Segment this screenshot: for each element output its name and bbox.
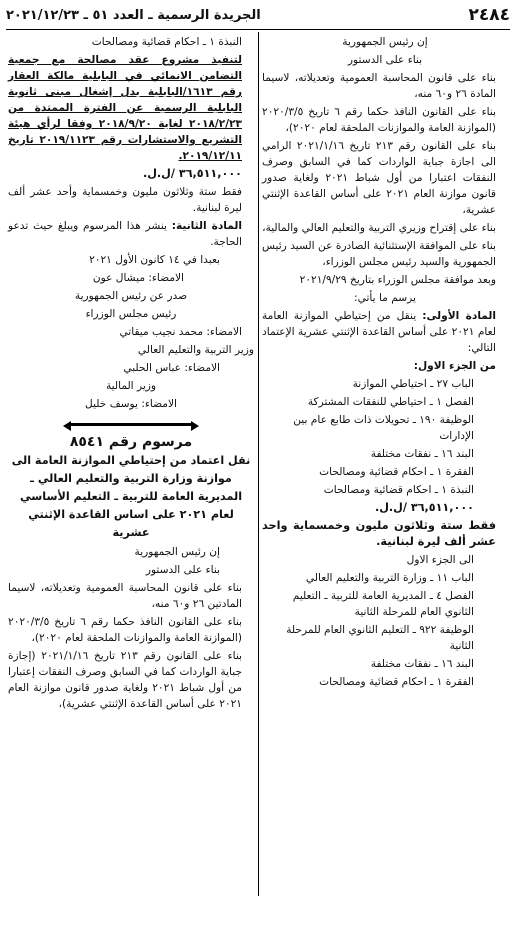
column-divider <box>258 32 259 896</box>
from-part-heading: من الجزء الاول: <box>413 360 496 372</box>
amount: ٣٦,٥١١,٠٠٠ /ل.ل. <box>142 167 242 180</box>
signature: الامضاء: محمد نجيب ميقاتي <box>119 326 242 338</box>
decree-separator <box>8 418 254 430</box>
budget-line: الوظيفة ٩٢٢ ـ التعليم الثانوي العام للمرحلة الثانية <box>286 624 474 652</box>
left-column <box>8 34 254 714</box>
article-2 <box>8 218 254 250</box>
header-rule <box>6 29 510 30</box>
article-1 <box>262 308 508 356</box>
article-1-text: ينقل من إحتياطي الموازنة العامة لعام ٢٠٢١ على أساس القاعدة الإثنتي عشرية الإعتماد التالي: <box>262 310 496 354</box>
paragraph: بناء على إقتراح وزيري التربية والتعليم العالي والمالية، <box>262 222 496 234</box>
article-1-label: المادة الأولى: <box>422 310 497 322</box>
paragraph: بناء على الموافقة الإستثنائية الصادرة عن السيد رئيس الجمهورية والسيد رئيس مجلس الوزراء، <box>262 240 496 268</box>
pm-title: رئيس مجلس الوزراء <box>85 308 177 320</box>
paragraph: بناء على قانون المحاسبة العمومية وتعديلاته، لاسيما المادة ٢٦ و٦٠ منه، <box>262 72 496 100</box>
paragraph: بناء على القانون رقم ٢١٣ تاريخ ٢٠٢١/١/١٦ (إجازة جباية الواردات كما في السابق وصرف النفقات إعتبارا من أول شباط ٢٠٢١ ولغاية صدور قانون موازنة العام ٢٠٢١ على أساس القاعدة الإثنتي عشرية)، <box>8 650 242 710</box>
signature: الامضاء: ميشال عون <box>92 272 184 284</box>
budget-line: الباب ١١ ـ وزارة التربية والتعليم العالي <box>305 572 474 584</box>
to-part-heading: الى الجزء الاول <box>406 554 474 566</box>
page-number: ٢٤٨٤ <box>468 5 510 25</box>
amount-words: فقط ستة وثلاثون مليون وخمسماية واحد عشر ألف ليرة لبنانية. <box>262 519 496 548</box>
page-header <box>6 4 510 26</box>
paragraph: بناء على القانون النافذ حكما رقم ٦ تاريخ ٢٠٢٠/٣/٥ (الموازنة العامة والموازنات الملحقة لعام ٢٠٢٠)، <box>262 106 496 134</box>
signing-date: بعبدا في ١٤ كانون الأول ٢٠٢١ <box>89 254 220 266</box>
paragraph: بناء على قانون المحاسبة العمومية وتعديلاته، لاسيما المادتين ٢٦ و٦٠ منه، <box>8 582 242 610</box>
journal-title: الجريدة الرسمية ـ العدد ٥١ ـ ٢٠٢١/١٢/٢٣ <box>6 7 261 23</box>
minister-title: وزير المالية <box>105 380 157 392</box>
text-line: يرسم ما يأتي: <box>354 292 416 304</box>
decree-title: مرسوم رقم ٨٥٤١ <box>69 434 193 450</box>
issuer-line: صدر عن رئيس الجمهورية <box>74 290 188 302</box>
budget-line: الفصل ١ ـ احتياطي للنفقات المشتركة <box>307 396 474 408</box>
budget-line: النبذة ١ ـ احكام قضائية ومصالحات <box>323 484 474 496</box>
purpose-paragraph: لتنفيذ مشروع عقد مصالحة مع جمعية التضامن الانمائي في البابلية مالكة العقار رقم ١٦١٣/البابلية بدل إشغال مبنى ثانوية البابلية الرسمية عن الفترة الممتدة من ٢٠١٨/٢/٢٣ لغاية ٢٠١٨/٩/٢٠ وفقا لرأي هيئة التشريع والاستشارات رقم ٢٠١٩/١١٢٣ تاريخ ٢٠١٩/١٢/١١. <box>8 54 243 162</box>
budget-line: البند ١٦ ـ نفقات مختلفة <box>370 448 474 460</box>
text-line: إن رئيس الجمهورية <box>134 546 220 558</box>
amount: ٣٦,٥١١,٠٠٠ /ل.ل. <box>374 501 474 514</box>
signature: الامضاء: يوسف خليل <box>85 398 177 410</box>
budget-line: الفصل ٤ ـ المديرية العامة للتربية ـ التعليم الثانوي العام للمرحلة الثانية <box>292 590 474 618</box>
budget-line: البند ١٦ ـ نفقات مختلفة <box>370 658 474 670</box>
article-2-label: المادة الثانية: <box>171 220 242 232</box>
paragraph: بناء على القانون رقم ٢١٣ تاريخ ٢٠٢١/١/١٦ الرامي الى اجازة جباية الواردات كما في السابق وصرف النفقات اعتبارا من أول شباط ٢٠٢١ ولغاية صدور قانون موازنة العام ٢٠٢١ على أساس القاعدة الإثنتي عشرية، <box>262 140 496 216</box>
budget-line: النبذة ١ ـ احكام قضائية ومصالحات <box>91 36 242 48</box>
decree-subject: نقل اعتماد من إحتياطي الموازنة العامة الى موازنة وزارة التربية والتعليم العالي ـ المديرية العامة للتربية ـ التعليم الأساسي لعام ٢٠٢١ على اساس القاعدة الإثنتي عشرية <box>11 454 251 539</box>
amount-words: فقط ستة وثلاثون مليون وخمسماية وأحد عشر ألف ليرة لبنانية. <box>8 186 242 214</box>
budget-line: الفقرة ١ ـ احكام قضائية ومصالحات <box>319 466 474 478</box>
paragraph: بناء على القانون النافذ حكما رقم ٦ تاريخ ٢٠٢٠/٣/٥ (الموازنة العامة والموازنات الملحقة لعام ٢٠٢٠)، <box>8 616 242 644</box>
budget-line: الباب ٢٧ ـ احتياطي الموازنة <box>352 378 474 390</box>
article-2-text: ينشر هذا المرسوم ويبلغ حيث تدعو الحاجة. <box>8 220 242 248</box>
budget-line: الوظيفة ١٩٠ ـ تحويلات ذات طابع عام بين الإدارات <box>293 414 474 442</box>
right-column <box>262 34 508 692</box>
paragraph: وبعد موافقة مجلس الوزراء بتاريخ ٢٠٢١/٩/٢٩ <box>299 274 496 286</box>
signature: الامضاء: عباس الحلبي <box>123 362 220 374</box>
text-line: بناء على الدستور <box>145 564 220 576</box>
minister-title: وزير التربية والتعليم العالي <box>137 344 254 356</box>
budget-line: الفقرة ١ ـ احكام قضائية ومصالحات <box>319 676 474 688</box>
text-line: إن رئيس الجمهورية <box>342 36 428 48</box>
text-line: بناء على الدستور <box>347 54 423 66</box>
